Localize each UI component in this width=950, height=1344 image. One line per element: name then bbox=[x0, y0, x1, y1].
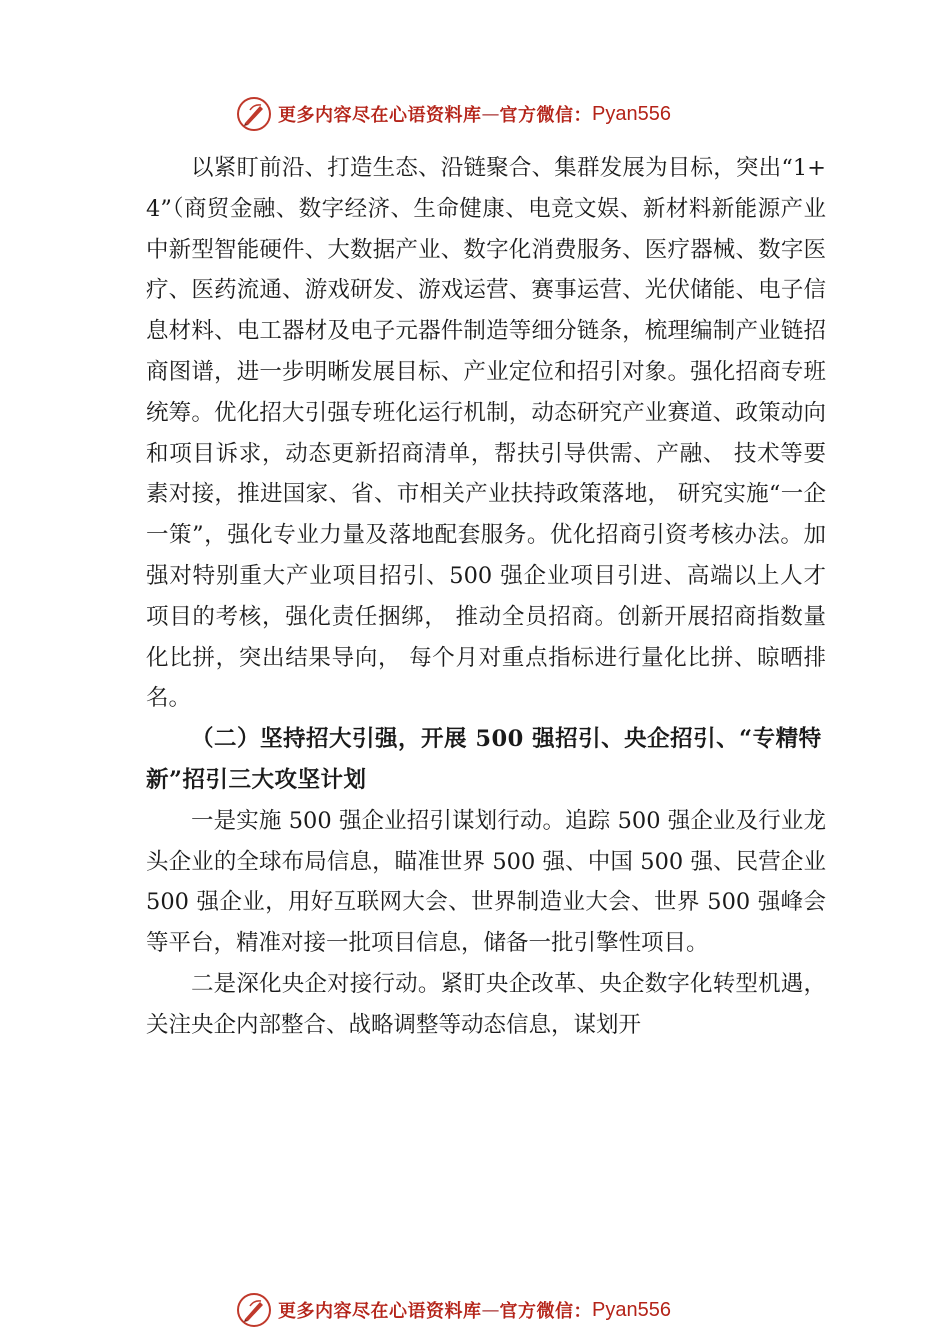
paragraph-central-enterprise: 二是深化央企对接行动。紧盯央企改革、央企数字化转型机遇，关注央企内部整合、战略调整等动态信息，谋划开 bbox=[146, 970, 826, 1038]
pen-logo-icon bbox=[236, 96, 272, 132]
document-body bbox=[146, 148, 826, 1046]
watermark-wechat-id: Pyan556 bbox=[592, 1298, 671, 1321]
watermark-official-label: 官方微信： bbox=[499, 105, 592, 126]
header-watermark bbox=[236, 94, 671, 134]
watermark-official-label: 官方微信： bbox=[499, 1301, 592, 1322]
paragraph-intro: 以紧盯前沿、打造生态、沿链聚合、集群发展为目标，突出“1+4”（商贸金融、数字经济、生命健康、电竞文娱、新材料新能源产业中新型智能硬件、大数据产业、数字化消费服务、医疗器械、数字医疗、医药流通、游戏研发、游戏运营、赛事运营、光伏储能、电子信息材料、电工器材及电子元器件制造等细分链条，梳理编制产业链招商图谱，进一步明晰发展目标、产业定位和招引对象。强化招商专班统筹。优化招大引强专班化运行机制，动态研究产业赛道、政策动向和项目诉求，动态更新招商清单，帮扶引导供需、产融、 技术等要素对接，推进国家、省、市相关产业扶持政策落地， 研究实施“一企一策”，强化专业力量及落地配套服务。优化招商引资考核办法。加强对特别重大产业项目招引、500 强企业项目引进、高端以上人才项目的考核，强化责任捆绑， 推动全员招商。创新开展招商指数量化比拼，突出结果导向， 每个月对重点指标进行量化比拼、晾晒排名。 bbox=[146, 155, 826, 712]
watermark-text: 更多内容尽在心语资料库 bbox=[278, 105, 482, 126]
paragraph-500-strong: 一是实施 500 强企业招引谋划行动。追踪 500 强企业及行业龙头企业的全球布局信息，瞄准世界 500 强、中国 500 强、民营企业 500 强企业，用好互联网大会、世界制造业大会、世界 500 强峰会等平台，精准对接一批项目信息，储备一批引擎性项目。 bbox=[146, 807, 826, 957]
watermark-wechat-id: Pyan556 bbox=[592, 102, 671, 125]
pen-logo-icon bbox=[236, 1292, 272, 1328]
watermark-separator: — bbox=[481, 1299, 500, 1321]
section-heading: （二）坚持招大引强，开展 500 强招引、央企招引、“专精特新”招引三大攻坚计划 bbox=[146, 726, 822, 793]
watermark-separator: — bbox=[481, 103, 500, 125]
footer-watermark bbox=[236, 1290, 671, 1330]
watermark-text: 更多内容尽在心语资料库 bbox=[278, 1301, 482, 1322]
